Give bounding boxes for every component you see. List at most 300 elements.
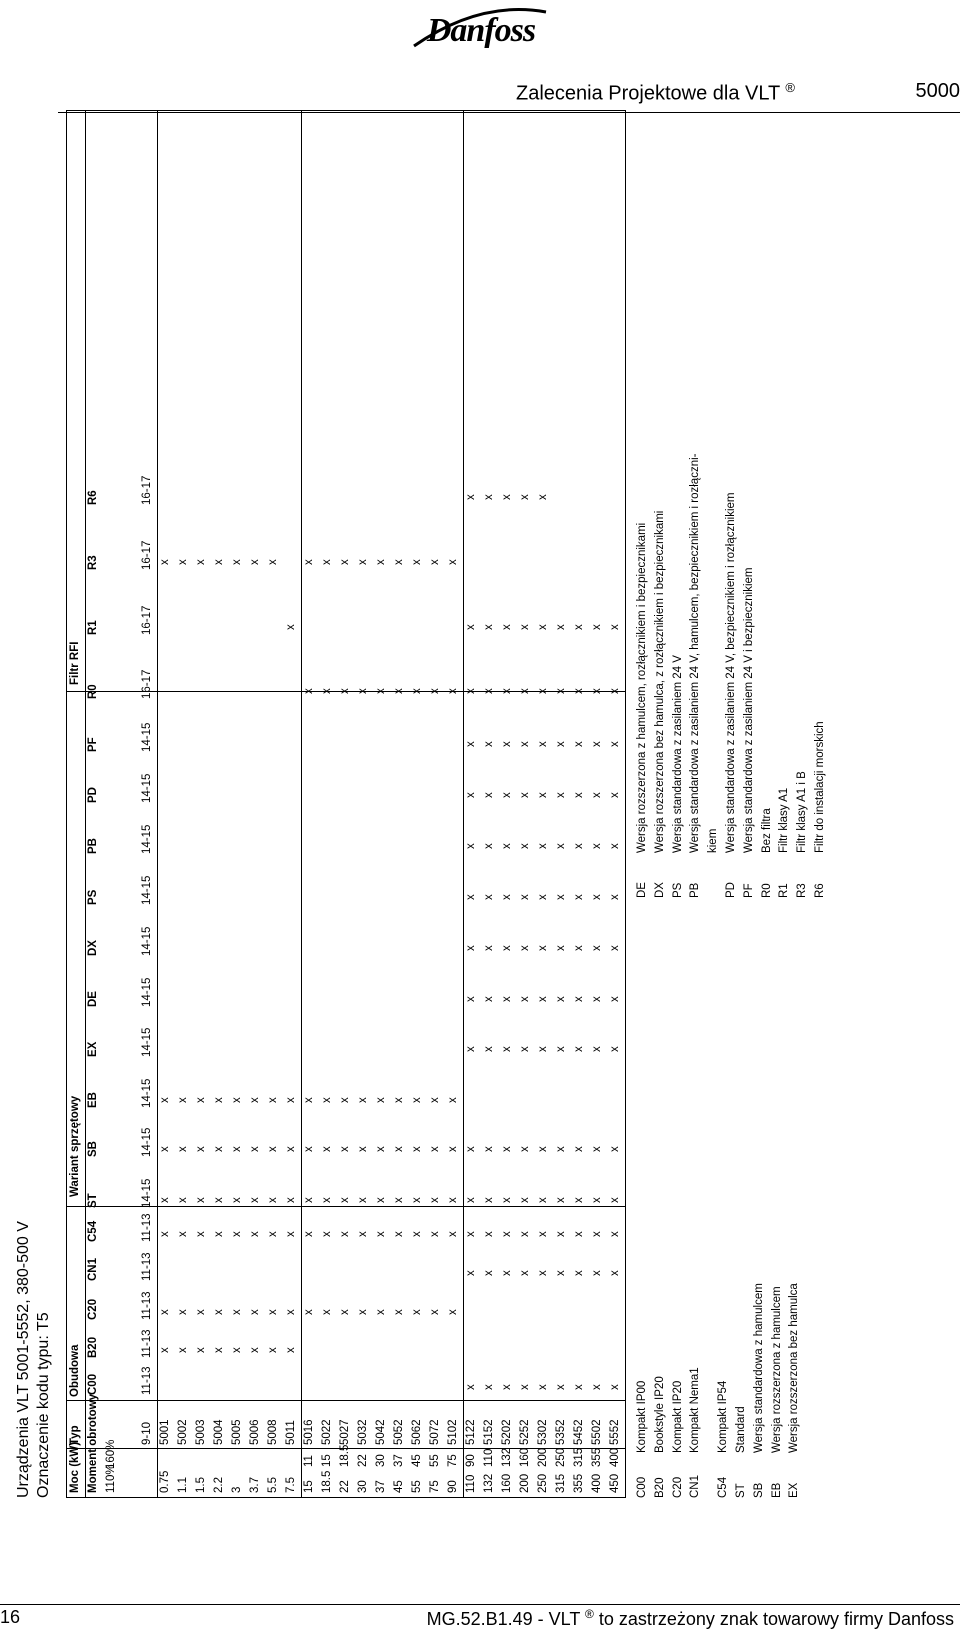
cell-mark: x <box>555 792 567 798</box>
cell-mark: x <box>393 1309 405 1315</box>
cell-mark: x <box>519 843 531 849</box>
cell-mark: x <box>177 559 189 565</box>
cell-p110: 200 <box>519 1473 531 1493</box>
cell-mark: x <box>483 1046 495 1052</box>
cell-p160: 160 <box>519 1447 531 1467</box>
cell-mark: x <box>591 792 603 798</box>
cell-mark: x <box>573 843 585 849</box>
cell-mark: x <box>555 688 567 694</box>
legend-code: CN1 <box>689 1474 702 1498</box>
cell-mark: x <box>411 1197 423 1203</box>
pos-col-4: 11-13 <box>141 1213 153 1242</box>
legend-code: EB <box>770 1482 783 1498</box>
cell-mark: x <box>195 559 207 565</box>
cell-mark: x <box>609 996 621 1002</box>
cell-p110: 3.7 <box>249 1477 261 1493</box>
cell-mark: x <box>483 945 495 951</box>
cell-mark: x <box>537 792 549 798</box>
legend-desc: Wersja standardowa z zasilaniem 24 V, hamulcem, bezpiecznikiem i rozłączni- <box>689 453 702 853</box>
cell-mark: x <box>519 996 531 1002</box>
cell-mark: x <box>303 1097 315 1103</box>
cell-mark: x <box>177 1309 189 1315</box>
cell-mark: x <box>609 1231 621 1237</box>
cell-mark: x <box>393 1197 405 1203</box>
cell-mark: x <box>429 1146 441 1152</box>
cell-typ: 5001 <box>159 1419 171 1445</box>
cell-mark: x <box>609 1046 621 1052</box>
col-code-r3: R3 <box>87 555 99 570</box>
cell-mark: x <box>591 843 603 849</box>
legend-desc: Wersja standardowa z zasilaniem 24 V <box>671 655 684 853</box>
cell-mark: x <box>321 1231 333 1237</box>
cell-p110: 132 <box>483 1473 495 1493</box>
cell-mark: x <box>231 1146 243 1152</box>
cell-mark: x <box>519 1270 531 1276</box>
table-row <box>337 111 355 1497</box>
cell-mark: x <box>591 1046 603 1052</box>
cell-mark: x <box>609 688 621 694</box>
pos-col-3: 11-13 <box>141 1252 153 1281</box>
pos-col-1: 11-13 <box>141 1329 153 1358</box>
page-header-title <box>515 80 960 106</box>
cell-p110: 0.75 <box>159 1470 171 1493</box>
table-row <box>355 111 373 1497</box>
legend-desc: Wersja rozszerzona z hamulcem, rozłącznikiem i bezpiecznikami <box>636 522 648 853</box>
footer-reg-mark: ® <box>585 1607 594 1621</box>
cell-mark: x <box>231 1309 243 1315</box>
cell-mark: x <box>573 741 585 747</box>
cell-mark: x <box>483 1384 495 1390</box>
legend-code: DE <box>636 882 648 898</box>
cell-mark: x <box>501 1146 513 1152</box>
table-row <box>589 111 607 1497</box>
cell-typ: 5022 <box>321 1419 333 1445</box>
cell-p160: 18.5 <box>339 1444 351 1467</box>
cell-mark: x <box>213 1309 225 1315</box>
pos-col-12: 14-15 <box>141 824 153 854</box>
cell-p110: 110 <box>465 1474 477 1493</box>
cell-mark: x <box>555 741 567 747</box>
cell-mark: x <box>465 624 477 630</box>
cell-typ: 5008 <box>267 1419 279 1445</box>
cell-mark: x <box>537 624 549 630</box>
cell-p160: 11 <box>303 1455 315 1467</box>
cell-mark: x <box>537 688 549 694</box>
cell-mark: x <box>231 1197 243 1203</box>
cell-mark: x <box>609 843 621 849</box>
cell-typ: 5027 <box>339 1419 351 1445</box>
header-filtr: Filtr RFI <box>69 641 81 685</box>
cell-p160: 110 <box>483 1448 495 1467</box>
moment-160: 160% <box>105 1439 117 1469</box>
cell-mark: x <box>339 559 351 565</box>
header-moc: Moc (kW) <box>69 1441 81 1493</box>
cell-mark: x <box>573 996 585 1002</box>
cell-p110: 90 <box>447 1480 459 1493</box>
cell-mark: x <box>357 1309 369 1315</box>
cell-p160: 250 <box>555 1447 567 1467</box>
cell-mark: x <box>213 1197 225 1203</box>
cell-mark: x <box>591 1231 603 1237</box>
cell-p110: 1.1 <box>177 1477 189 1493</box>
cell-mark: x <box>537 1384 549 1390</box>
cell-mark: x <box>159 1231 171 1237</box>
cell-p110: 30 <box>357 1480 369 1493</box>
column-separator <box>67 1400 625 1401</box>
cell-mark: x <box>267 1309 279 1315</box>
cell-p160: 90 <box>465 1454 477 1467</box>
table-row <box>301 111 319 1497</box>
cell-p110: 7.5 <box>285 1477 297 1493</box>
header-separator <box>85 111 86 1497</box>
cell-p110: 55 <box>411 1480 423 1493</box>
cell-mark: x <box>483 624 495 630</box>
cell-typ: 5302 <box>537 1419 549 1445</box>
cell-mark: x <box>483 741 495 747</box>
pos-col-13: 14-15 <box>141 773 153 803</box>
cell-mark: x <box>573 894 585 900</box>
cell-typ: 5052 <box>393 1419 405 1445</box>
cell-typ: 5006 <box>249 1419 261 1445</box>
cell-mark: x <box>519 1146 531 1152</box>
pos-col-2: 11-13 <box>141 1291 153 1320</box>
cell-mark: x <box>465 1231 477 1237</box>
cell-mark: x <box>555 1046 567 1052</box>
pos-col-18: 16-17 <box>141 475 153 505</box>
cell-mark: x <box>501 1270 513 1276</box>
cell-p110: 22 <box>339 1480 351 1493</box>
col-code-st: ST <box>87 1193 99 1208</box>
footer-trademark-text: to zastrzeżony znak towarowy firmy Danfoss <box>598 1609 954 1629</box>
cell-p110: 315 <box>555 1473 567 1493</box>
cell-mark: x <box>159 1146 171 1152</box>
cell-mark: x <box>357 1097 369 1103</box>
cell-typ: 5032 <box>357 1419 369 1445</box>
moment-110: 110% <box>105 1464 117 1493</box>
cell-typ: 5102 <box>447 1419 459 1445</box>
cell-mark: x <box>501 1046 513 1052</box>
legend-code: EX <box>788 1482 801 1498</box>
col-code-ex: EX <box>87 1041 99 1057</box>
cell-mark: x <box>465 792 477 798</box>
cell-mark: x <box>465 688 477 694</box>
cell-mark: x <box>393 559 405 565</box>
cell-typ: 5552 <box>609 1419 621 1445</box>
cell-mark: x <box>591 894 603 900</box>
cell-mark: x <box>213 559 225 565</box>
cell-mark: x <box>591 688 603 694</box>
cell-mark: x <box>267 559 279 565</box>
cell-mark: x <box>339 1146 351 1152</box>
cell-mark: x <box>375 688 387 694</box>
col-code-r6: R6 <box>87 490 99 505</box>
cell-typ: 5502 <box>591 1419 603 1445</box>
legend-desc: Bez filtra <box>760 808 773 853</box>
cell-typ: 5152 <box>483 1419 495 1445</box>
column-separator <box>67 1448 625 1449</box>
cell-p110: 160 <box>501 1473 513 1493</box>
cell-mark: x <box>195 1347 207 1353</box>
cell-mark: x <box>321 559 333 565</box>
cell-mark: x <box>483 1197 495 1203</box>
cell-mark: x <box>555 1270 567 1276</box>
cell-mark: x <box>447 688 459 694</box>
cell-mark: x <box>195 1309 207 1315</box>
cell-mark: x <box>501 1197 513 1203</box>
col-code-cn1: CN1 <box>87 1257 99 1281</box>
footer-rule <box>0 1604 960 1605</box>
cell-mark: x <box>519 792 531 798</box>
cell-mark: x <box>537 996 549 1002</box>
cell-mark: x <box>321 1197 333 1203</box>
cell-mark: x <box>591 1197 603 1203</box>
cell-mark: x <box>321 1146 333 1152</box>
cell-mark: x <box>303 1309 315 1315</box>
document-title-line2: Oznaczenie kodu typu: T5 <box>35 1312 52 1498</box>
cell-mark: x <box>303 688 315 694</box>
cell-mark: x <box>195 1146 207 1152</box>
column-separator <box>67 691 625 692</box>
cell-mark: x <box>555 996 567 1002</box>
table-row <box>427 111 445 1497</box>
cell-p160: 55 <box>429 1454 441 1467</box>
cell-typ: 5002 <box>177 1419 189 1445</box>
cell-mark: x <box>465 741 477 747</box>
cell-mark: x <box>465 996 477 1002</box>
cell-mark: x <box>609 1197 621 1203</box>
cell-mark: x <box>591 624 603 630</box>
pos-typ: 9-10 <box>141 1421 153 1445</box>
cell-mark: x <box>177 1197 189 1203</box>
cell-mark: x <box>501 688 513 694</box>
table-row <box>157 111 175 1497</box>
cell-mark: x <box>177 1347 189 1353</box>
cell-mark: x <box>249 1309 261 1315</box>
cell-typ: 5004 <box>213 1419 225 1445</box>
cell-mark: x <box>267 1231 279 1237</box>
cell-mark: x <box>555 1384 567 1390</box>
document-title <box>14 1221 54 1498</box>
cell-mark: x <box>519 1384 531 1390</box>
cell-mark: x <box>465 894 477 900</box>
table-row <box>211 111 229 1497</box>
legend-desc: Wersja standardowa z zasilaniem 24 V i bezpiecznikiem <box>742 567 755 853</box>
table-moment-row <box>103 111 121 1497</box>
cell-typ: 5122 <box>465 1419 477 1445</box>
cell-typ: 5011 <box>285 1420 297 1445</box>
cell-mark: x <box>537 894 549 900</box>
cell-mark: x <box>483 1146 495 1152</box>
legend-code: DX <box>653 882 666 898</box>
table-row <box>517 111 535 1497</box>
legend-code: C54 <box>717 1476 730 1498</box>
cell-mark: x <box>447 1231 459 1237</box>
cell-mark: x <box>447 1146 459 1152</box>
table-row <box>481 111 499 1497</box>
cell-mark: x <box>519 624 531 630</box>
cell-mark: x <box>375 1309 387 1315</box>
legend-code: C20 <box>671 1476 684 1498</box>
cell-mark: x <box>609 1270 621 1276</box>
cell-mark: x <box>303 1197 315 1203</box>
cell-mark: x <box>537 1046 549 1052</box>
cell-mark: x <box>555 843 567 849</box>
cell-typ: 5042 <box>375 1419 387 1445</box>
table-positions-row <box>139 111 157 1497</box>
col-code-pd: PD <box>87 787 99 803</box>
legend-code: R0 <box>760 883 773 898</box>
cell-mark: x <box>375 1231 387 1237</box>
cell-mark: x <box>285 1231 297 1237</box>
cell-mark: x <box>285 1146 297 1152</box>
cell-mark: x <box>519 1046 531 1052</box>
cell-p110: 15 <box>303 1480 315 1493</box>
cell-mark: x <box>339 1309 351 1315</box>
cell-mark: x <box>357 1197 369 1203</box>
cell-typ: 5202 <box>501 1419 513 1445</box>
table-row <box>535 111 553 1497</box>
cell-mark: x <box>483 843 495 849</box>
cell-mark: x <box>285 1309 297 1315</box>
cell-mark: x <box>555 1197 567 1203</box>
cell-mark: x <box>357 559 369 565</box>
cell-mark: x <box>537 1231 549 1237</box>
cell-mark: x <box>591 1146 603 1152</box>
cell-typ: 5003 <box>195 1419 207 1445</box>
cell-mark: x <box>573 1046 585 1052</box>
cell-p110: 400 <box>591 1473 603 1493</box>
cell-mark: x <box>501 741 513 747</box>
cell-mark: x <box>195 1231 207 1237</box>
cell-mark: x <box>537 1197 549 1203</box>
legend-desc: Kompakt IP54 <box>717 1380 730 1453</box>
legend-code: PB <box>689 882 702 898</box>
cell-mark: x <box>465 945 477 951</box>
cell-mark: x <box>249 1097 261 1103</box>
footer-doc-code: MG.52.B1.49 - VLT <box>426 1609 580 1629</box>
cell-mark: x <box>609 945 621 951</box>
cell-mark: x <box>537 1270 549 1276</box>
cell-mark: x <box>591 741 603 747</box>
pos-col-17: 16-17 <box>141 540 153 570</box>
header-moment: Moment obrotowy <box>87 1393 99 1493</box>
cell-mark: x <box>321 1309 333 1315</box>
document-title-line1: Urządzenia VLT 5001-5552, 380-500 V <box>15 1221 32 1498</box>
legend-desc: Wersja standardowa z zasilaniem 24 V, bezpiecznikiem i rozłącznikiem <box>724 492 737 853</box>
rotated-content <box>14 112 826 1498</box>
cell-mark: x <box>465 1270 477 1276</box>
cell-mark: x <box>159 1309 171 1315</box>
cell-mark: x <box>609 894 621 900</box>
col-code-r0: R0 <box>87 684 99 699</box>
cell-mark: x <box>609 1384 621 1390</box>
cell-mark: x <box>555 624 567 630</box>
col-code-c54: C54 <box>87 1220 99 1242</box>
logo-wordmark: Danfoss <box>426 12 536 49</box>
legend-desc: Wersja rozszerzona bez hamulca <box>788 1283 801 1453</box>
cell-mark: x <box>267 1347 279 1353</box>
cell-mark: x <box>159 1197 171 1203</box>
cell-mark: x <box>591 1270 603 1276</box>
cell-mark: x <box>573 1231 585 1237</box>
table-row <box>265 111 283 1497</box>
legend-desc: Filtr klasy A1 <box>778 787 791 853</box>
cell-mark: x <box>375 559 387 565</box>
table-row <box>319 111 337 1497</box>
legend-desc: Kompakt IP20 <box>671 1380 684 1453</box>
cell-mark: x <box>429 1309 441 1315</box>
cell-mark: x <box>573 1197 585 1203</box>
cell-p160: 200 <box>537 1447 549 1467</box>
cell-mark: x <box>249 1197 261 1203</box>
header-wariant: Wariant sprzętowy <box>69 1095 81 1197</box>
cell-mark: x <box>483 894 495 900</box>
cell-p160: 30 <box>375 1454 387 1467</box>
cell-mark: x <box>411 1146 423 1152</box>
cell-typ: 5005 <box>231 1419 243 1445</box>
cell-typ: 5452 <box>573 1419 585 1445</box>
cell-mark: x <box>321 1097 333 1103</box>
legend-desc: Wersja rozszerzona z hamulcem <box>770 1286 783 1453</box>
cell-mark: x <box>285 1347 297 1353</box>
cell-mark: x <box>609 792 621 798</box>
pos-col-15: 16-17 <box>141 669 153 699</box>
cell-mark: x <box>213 1097 225 1103</box>
cell-p160: 132 <box>501 1447 513 1467</box>
cell-mark: x <box>501 792 513 798</box>
cell-mark: x <box>555 945 567 951</box>
cell-mark: x <box>339 688 351 694</box>
header-reg-mark: ® <box>785 80 795 95</box>
cell-p110: 5.5 <box>267 1477 279 1493</box>
legend-code: C00 <box>636 1476 648 1498</box>
cell-mark: x <box>537 494 549 500</box>
cell-mark: x <box>447 1097 459 1103</box>
pos-col-8: 14-15 <box>141 1027 153 1057</box>
cell-mark: x <box>159 1097 171 1103</box>
cell-p160: 400 <box>609 1447 621 1467</box>
col-code-c20: C20 <box>87 1298 99 1320</box>
cell-mark: x <box>537 741 549 747</box>
cell-mark: x <box>249 1146 261 1152</box>
cell-mark: x <box>519 1231 531 1237</box>
pos-col-14: 14-15 <box>141 722 153 752</box>
cell-mark: x <box>285 1097 297 1103</box>
table-row <box>571 111 589 1497</box>
pos-col-5: 14-15 <box>141 1178 153 1208</box>
col-code-b20: B20 <box>87 1336 99 1358</box>
cell-mark: x <box>429 688 441 694</box>
legend-code: ST <box>734 1483 747 1498</box>
cell-mark: x <box>357 688 369 694</box>
legend-desc: Bookstyle IP20 <box>653 1376 666 1453</box>
cell-p110: 45 <box>393 1480 405 1493</box>
cell-mark: x <box>447 1197 459 1203</box>
pos-col-0: 11-13 <box>141 1366 153 1395</box>
cell-mark: x <box>429 1197 441 1203</box>
cell-mark: x <box>591 945 603 951</box>
cell-mark: x <box>591 1384 603 1390</box>
cell-mark: x <box>609 624 621 630</box>
cell-mark: x <box>411 688 423 694</box>
cell-mark: x <box>447 1309 459 1315</box>
cell-p110: 3 <box>231 1486 243 1493</box>
cell-mark: x <box>501 996 513 1002</box>
col-code-ps: PS <box>87 889 99 905</box>
cell-p160: 75 <box>447 1454 459 1467</box>
cell-mark: x <box>231 559 243 565</box>
col-code-c00: C00 <box>87 1373 99 1395</box>
